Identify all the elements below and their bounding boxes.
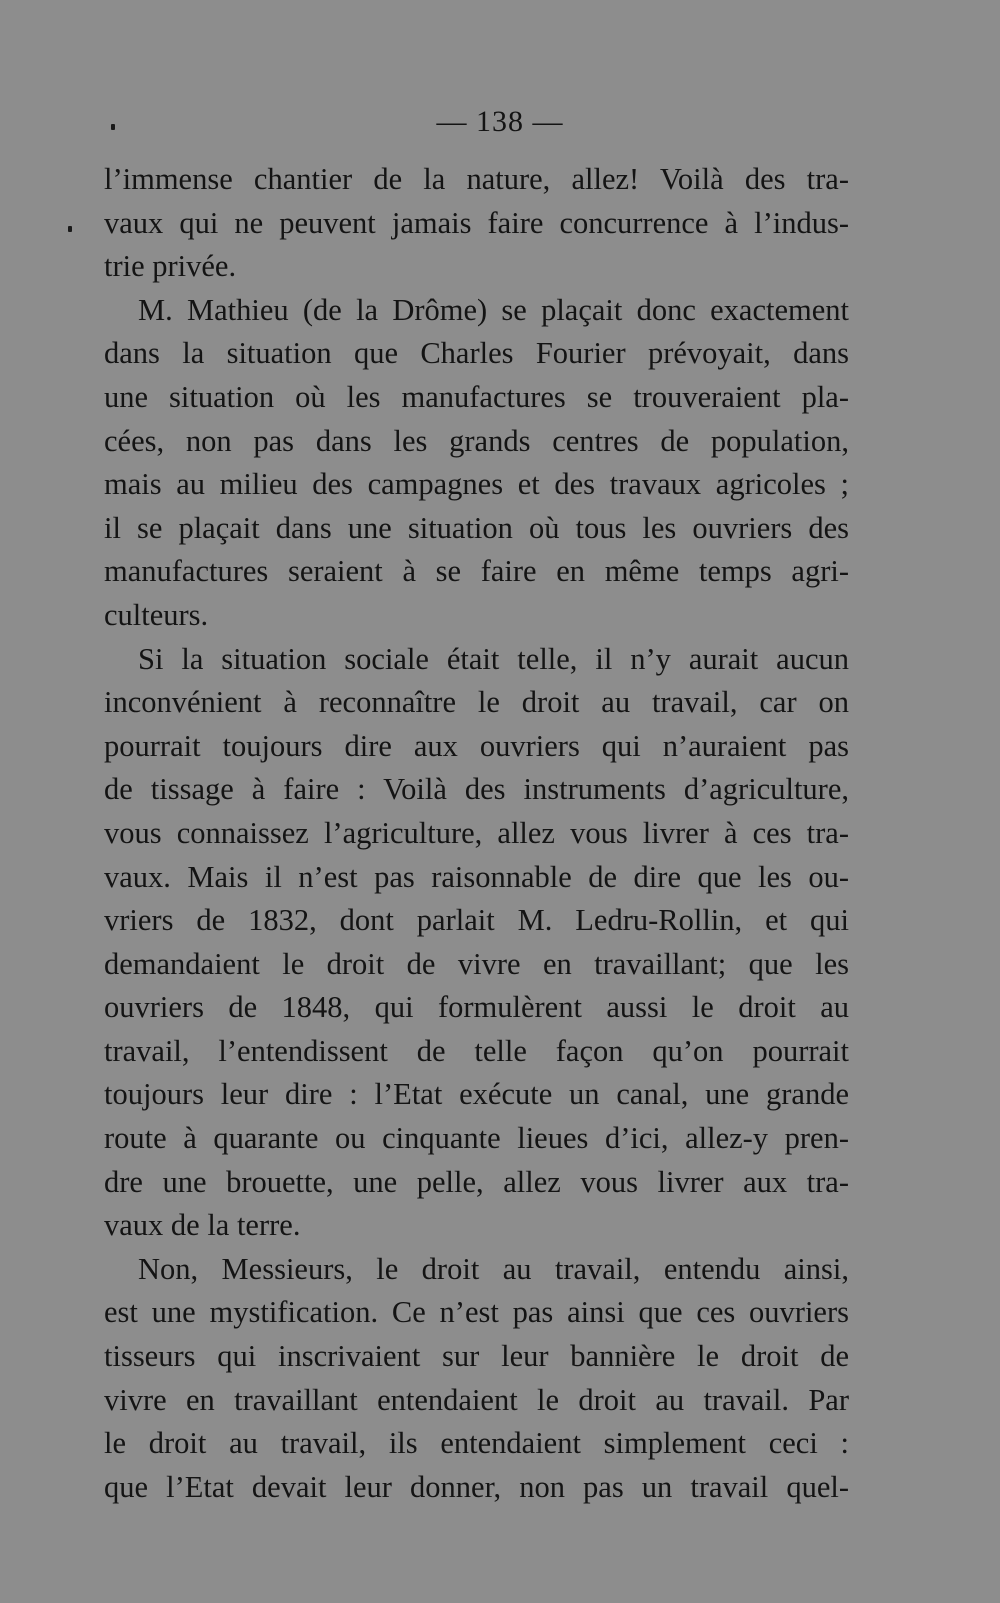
body-text — [104, 158, 849, 1509]
text-line: de tissage à faire : Voilà des instruments d’agriculture, — [104, 772, 849, 807]
text-line: dre une brouette, une pelle, allez vous livrer aux tra- — [104, 1164, 849, 1199]
text-line: route à quarante ou cinquante lieues d’ici, allez-y pren- — [104, 1121, 849, 1156]
text-line: culteurs. — [104, 597, 209, 632]
text-line: vaux. Mais il n’est pas raisonnable de dire que les ou- — [104, 859, 849, 894]
text-line: Non, Messieurs, le droit au travail, entendu ainsi, — [138, 1251, 849, 1286]
text-line: une situation où les manufactures se trouveraient pla- — [104, 379, 849, 414]
text-line: ouvriers de 1848, qui formulèrent aussi le droit au — [104, 990, 849, 1025]
text-line: Si la situation sociale était telle, il n’y aurait aucun — [138, 641, 849, 676]
text-line: demandaient le droit de vivre en travaillant; que les — [104, 946, 849, 981]
print-speck-margin — [68, 226, 72, 232]
text-line: il se plaçait dans une situation où tous les ouvriers des — [104, 510, 849, 545]
text-line: travail, l’entendissent de telle façon qu’on pourrait — [104, 1033, 849, 1068]
text-line: manufactures seraient à se faire en même temps agri- — [104, 554, 849, 589]
text-line: mais au milieu des campagnes et des travaux agricoles ; — [104, 467, 849, 502]
text-line: que l’Etat devait leur donner, non pas un travail quel- — [104, 1469, 849, 1504]
text-line: pourrait toujours dire aux ouvriers qui n’auraient pas — [104, 728, 849, 763]
text-line: vriers de 1832, dont parlait M. Ledru-Rollin, et qui — [104, 903, 849, 938]
text-line: vous connaissez l’agriculture, allez vous livrer à ces tra- — [104, 815, 849, 850]
text-line: vaux de la terre. — [104, 1208, 301, 1243]
text-line: trie privée. — [104, 249, 237, 284]
text-line: toujours leur dire : l’Etat exécute un canal, une grande — [104, 1077, 849, 1112]
text-line: M. Mathieu (de la Drôme) se plaçait donc exactement — [138, 292, 849, 327]
text-line: le droit au travail, ils entendaient simplement ceci : — [104, 1426, 849, 1461]
text-line: l’immense chantier de la nature, allez! Voilà des tra- — [104, 162, 849, 196]
page-number: — 138 — — [436, 105, 564, 138]
text-line: inconvénient à reconnaître le droit au travail, car on — [104, 685, 849, 720]
text-line: vivre en travaillant entendaient le droit au travail. Par — [104, 1382, 849, 1417]
text-line: est une mystification. Ce n’est pas ainsi que ces ouvriers — [104, 1295, 849, 1330]
text-line: dans la situation que Charles Fourier prévoyait, dans — [104, 336, 849, 371]
text-line: tisseurs qui inscrivaient sur leur bannière le droit de — [104, 1339, 849, 1374]
text-line: cées, non pas dans les grands centres de population, — [104, 423, 849, 458]
text-line: vaux qui ne peuvent jamais faire concurrence à l’indus- — [104, 205, 849, 240]
